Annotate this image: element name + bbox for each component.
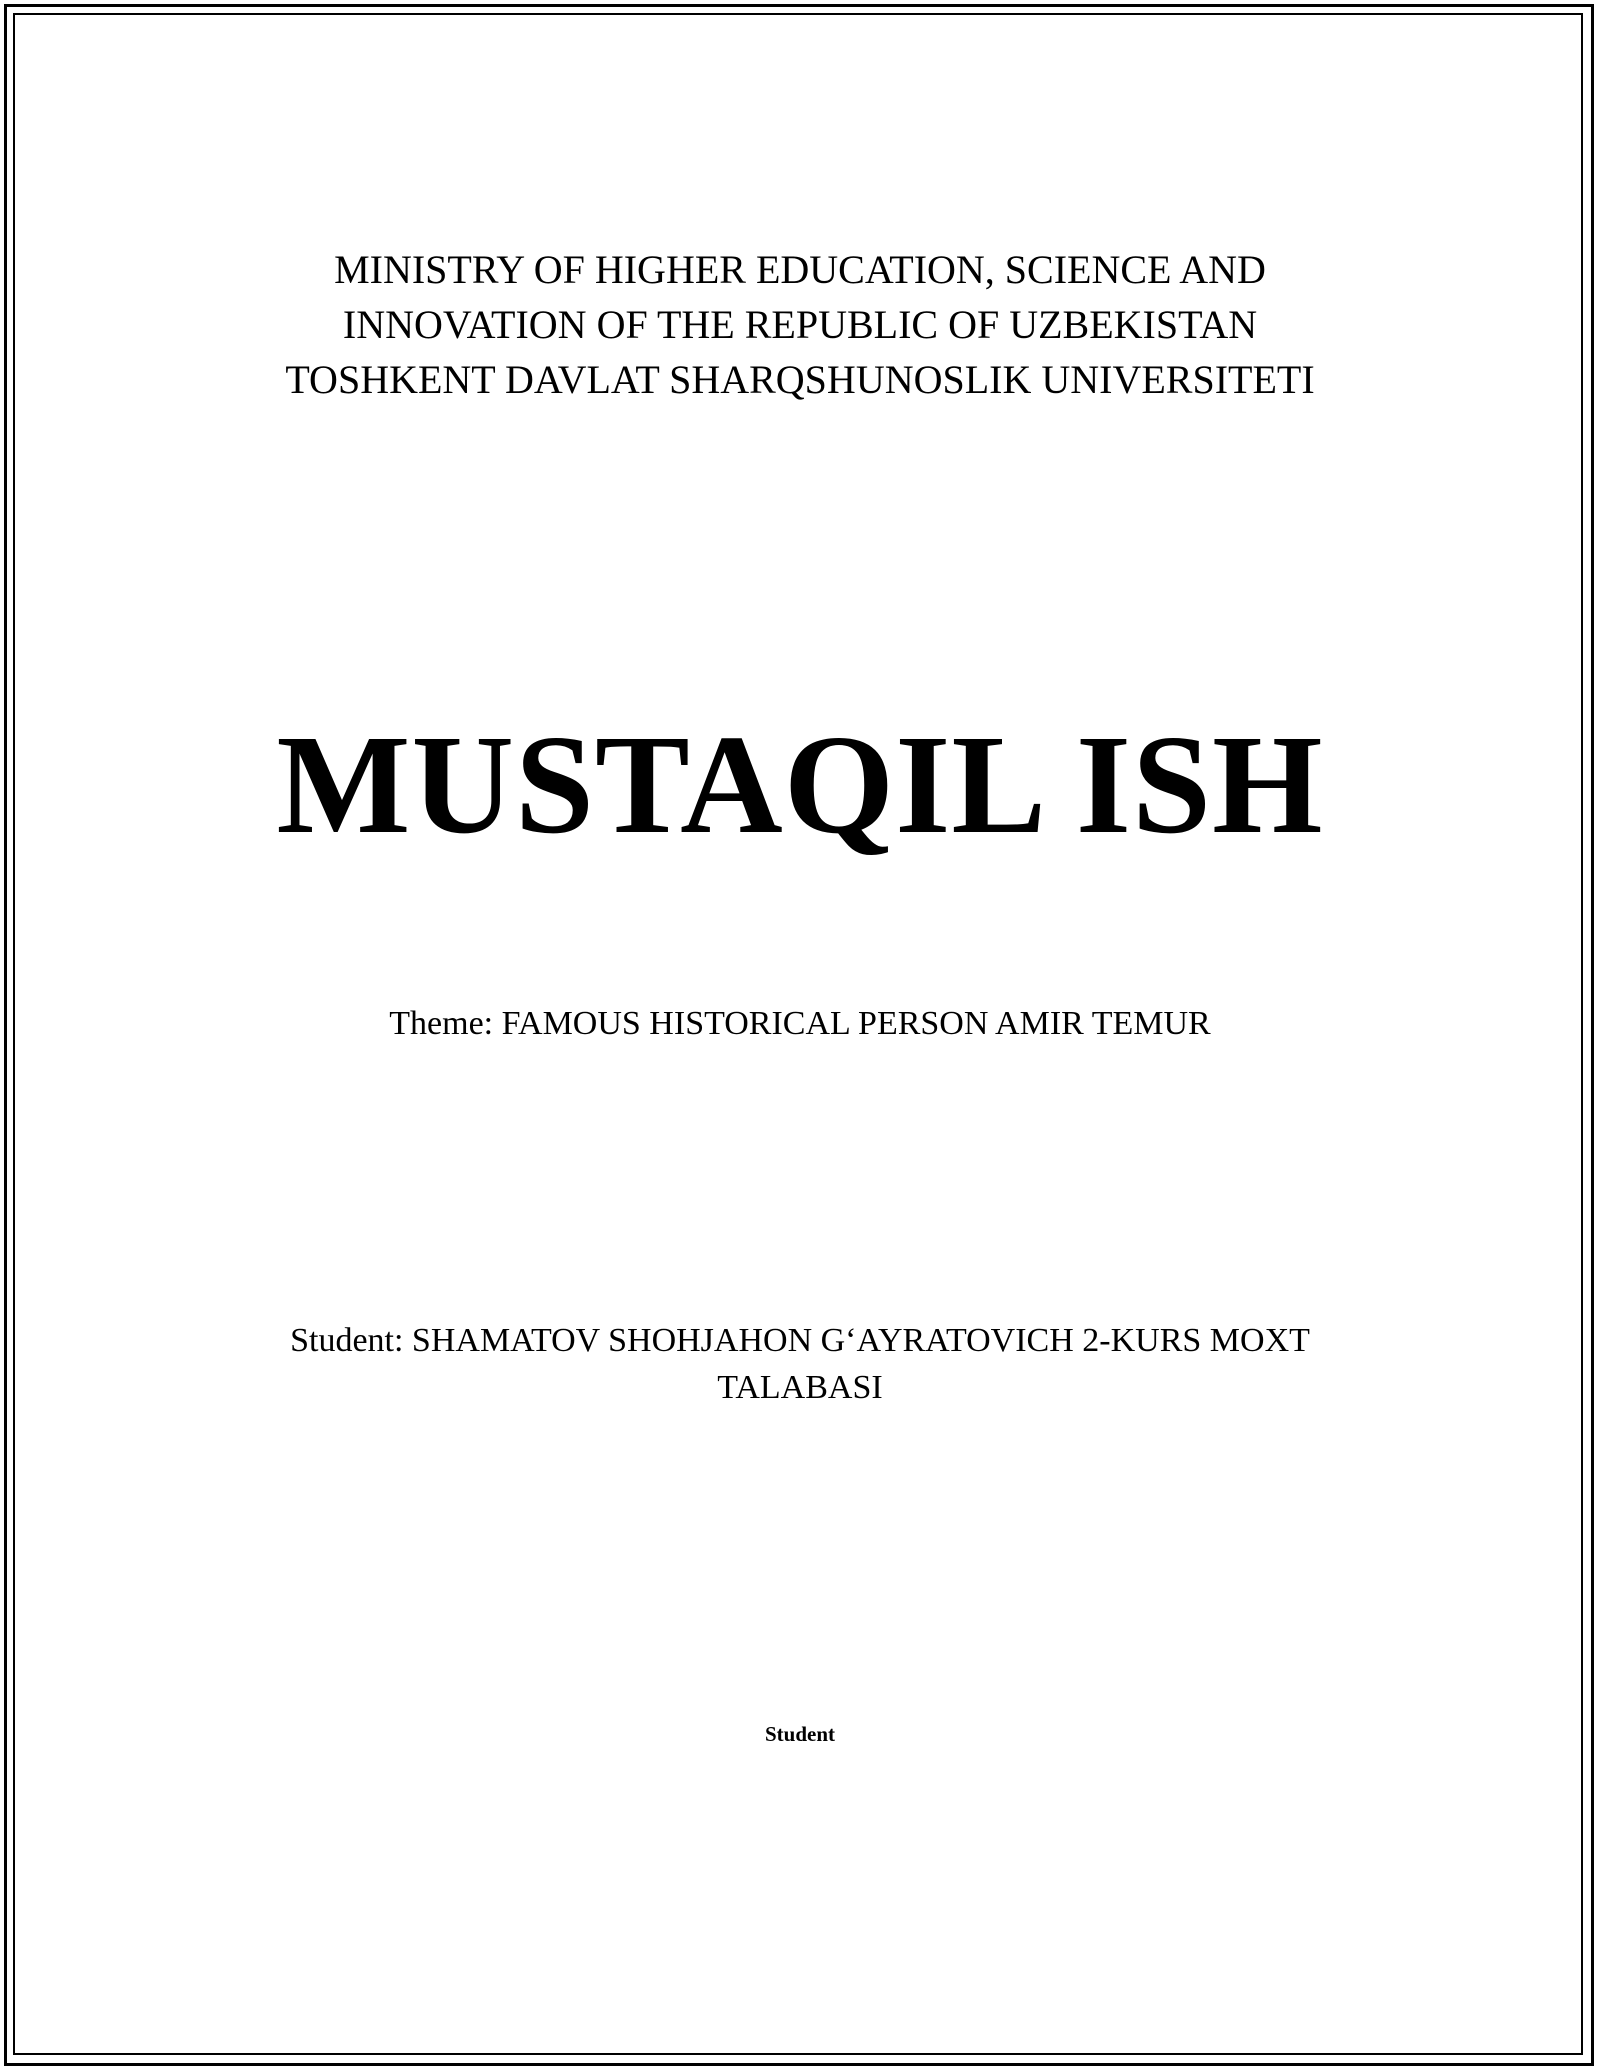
header-line-ministry: MINISTRY OF HIGHER EDUCATION, SCIENCE AND	[334, 247, 1266, 292]
student-info	[0, 1317, 1600, 1411]
theme-line: Theme: FAMOUS HISTORICAL PERSON AMIR TEMUR	[389, 1005, 1211, 1042]
header-line-university: TOSHKENT DAVLAT SHARQSHUNOSLIK UNIVERSITETI	[285, 357, 1315, 402]
header-line-innovation: INNOVATION OF THE REPUBLIC OF UZBEKISTAN	[342, 302, 1258, 347]
student-line-name: Student: SHAMATOV SHOHJAHON G‘AYRATOVICH 2-KURS MOXT	[290, 1322, 1310, 1359]
document-title: MUSTAQIL ISH	[276, 705, 1324, 863]
student-signature-label: Student	[764, 1722, 836, 1746]
student-line-status: TALABASI	[717, 1369, 883, 1406]
institution-header	[0, 242, 1600, 407]
